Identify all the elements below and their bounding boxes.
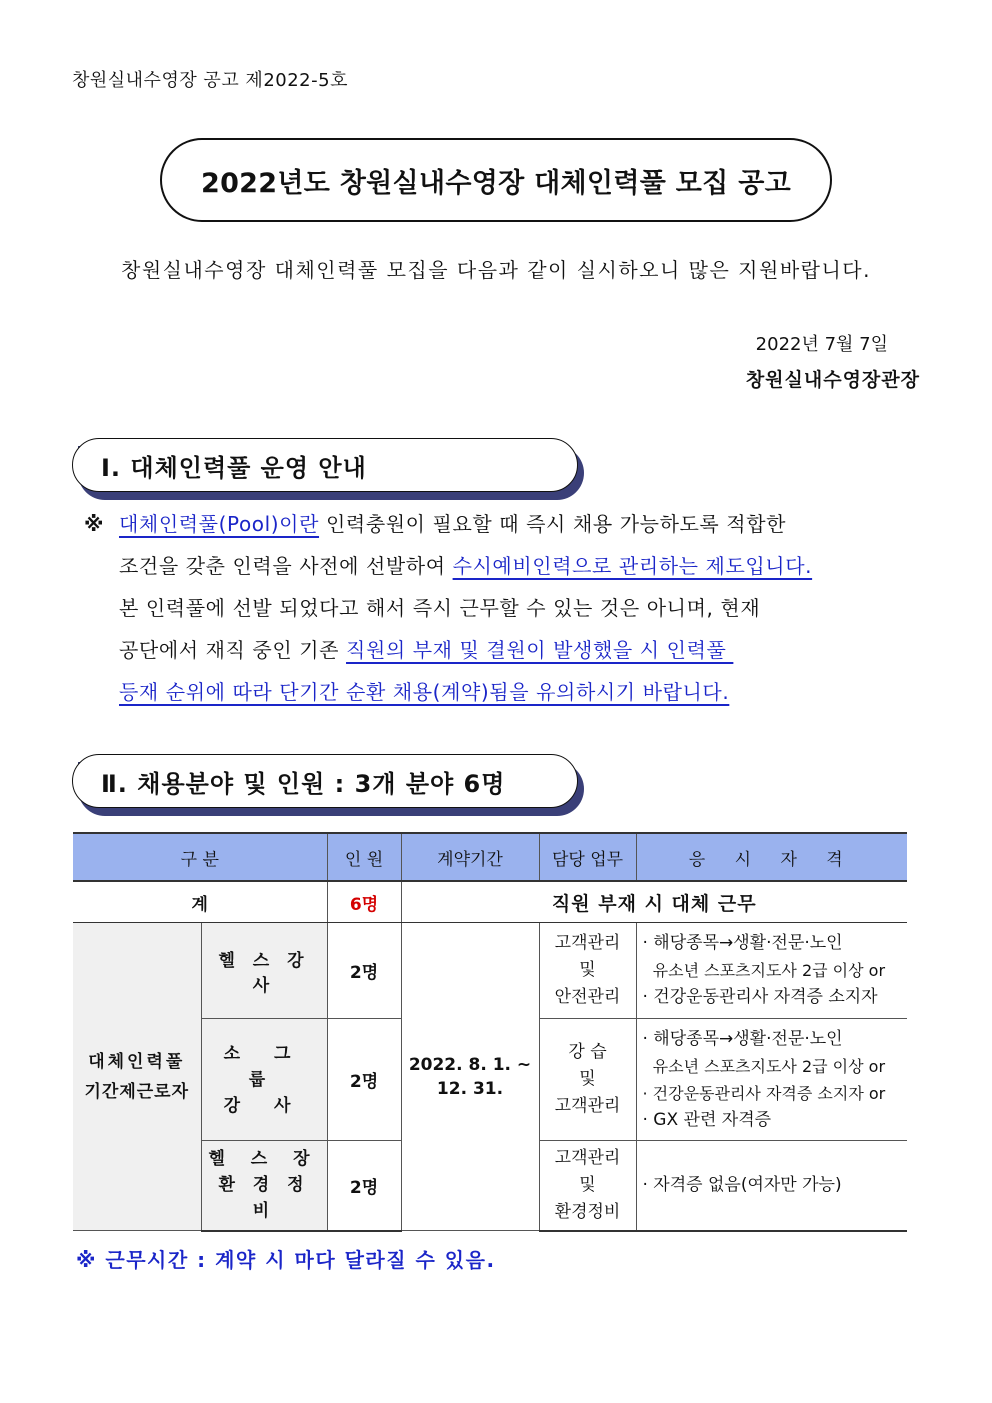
- qualification-cell: [636, 923, 907, 1019]
- position-line: 헬 스 장: [208, 1149, 320, 1170]
- qualification-line: 유소년 스포츠지도사 2급 이상 or: [642, 1056, 886, 1076]
- header-duty: 담당 업무: [539, 833, 636, 881]
- recruitment-table: [73, 832, 907, 1232]
- qualification-line: · GX 관련 자격증: [642, 1109, 772, 1130]
- pool-line-5-emphasis: 등재 순위에 따라 단기간 순환 채용(계약)됨을 유의하시기 바랍니다.: [119, 680, 730, 704]
- position-line: 소 그 룹: [223, 1043, 305, 1090]
- pool-line-1-text: 인력충원이 필요할 때 즉시 채용 가능하도록 적합한: [319, 512, 787, 536]
- work-hours-note: ※ 근무시간 : 계약 시 마다 달라질 수 있음.: [76, 1248, 496, 1272]
- title-box: [160, 138, 832, 222]
- section1-heading: Ⅰ. 대체인력풀 운영 안내: [101, 453, 367, 482]
- qualification-line: 유소년 스포츠지도사 2급 이상 or: [642, 961, 886, 980]
- header-period: 계약기간: [401, 833, 539, 881]
- header-count: 인 원: [327, 833, 401, 881]
- total-label: 계: [73, 881, 327, 923]
- count-cell: 2명: [327, 1141, 401, 1231]
- group-label: [73, 923, 201, 1231]
- duty-line: 및: [579, 1069, 596, 1089]
- reference-mark: ※: [84, 512, 104, 536]
- qualification-line: · 건강운동관리사 자격증 소지자 or: [642, 1083, 886, 1103]
- qualification-cell: [636, 1019, 907, 1141]
- period-line-1: 2022. 8. 1. ~: [408, 1054, 532, 1075]
- notice-date: 2022년 7월 7일: [755, 334, 888, 355]
- section2-heading-box: [72, 754, 578, 808]
- section1-heading-frame: [72, 438, 578, 492]
- header-qualification: 응 시 자 격: [636, 833, 907, 881]
- duty-line: 안전관리: [554, 987, 621, 1007]
- duty-line: 강 습: [568, 1042, 607, 1062]
- section1-heading-box: [72, 438, 578, 492]
- count-cell: 2명: [327, 1019, 401, 1141]
- duty-cell: [539, 923, 636, 1019]
- pool-line-4-text: 공단에서 재직 중인 기존: [119, 638, 347, 662]
- qualification-cell: [636, 1141, 907, 1231]
- duty-line: 환경정비: [554, 1201, 621, 1222]
- duty-line: 고객관리: [554, 1096, 621, 1116]
- position-line: 강 사: [223, 1095, 305, 1116]
- pool-line-5: [119, 671, 729, 713]
- position-cell: 헬 스 강 사: [201, 923, 327, 1019]
- count-cell: 2명: [327, 923, 401, 1019]
- page-title: 2022년도 창원실내수영장 대체인력풀 모집 공고: [200, 167, 792, 199]
- section2-heading-frame: [72, 754, 578, 808]
- position-cell: [201, 1141, 327, 1231]
- table-header-row: [73, 833, 907, 881]
- pool-line-3: 본 인력풀에 선발 되었다고 해서 즉시 근무할 수 있는 것은 아니며, 현재: [119, 596, 761, 620]
- duty-cell: [539, 1019, 636, 1141]
- pool-line-2-emphasis: 수시예비인력으로 관리하는 제도입니다.: [452, 554, 813, 578]
- group-label-line-2: 기간제근로자: [84, 1081, 190, 1102]
- total-description: 직원 부재 시 대체 근무: [401, 881, 907, 923]
- issuer: 창원실내수영장관장: [745, 369, 920, 391]
- pool-line-2: [119, 545, 812, 587]
- position-cell: [201, 1019, 327, 1141]
- pool-line-1: [119, 503, 786, 545]
- total-row: [73, 881, 907, 923]
- duty-line: 고객관리: [554, 933, 621, 953]
- duty-cell: [539, 1141, 636, 1231]
- qualification-line: · 해당종목→생활·전문·노인: [642, 1028, 843, 1049]
- pool-line-2-text: 조건을 갖춘 인력을 사전에 선발하여: [119, 554, 453, 578]
- pool-line-4-emphasis: 직원의 부재 및 결원이 발생했을 시 인력풀: [346, 638, 734, 662]
- qualification-line: · 자격증 없음(여자만 가능): [642, 1174, 842, 1195]
- group-label-line-1: 대체인력풀: [88, 1051, 186, 1072]
- duty-line: 및: [579, 960, 596, 980]
- total-count: 6명: [327, 881, 401, 923]
- duty-line: 및: [579, 1174, 596, 1195]
- qualification-line: · 해당종목→생활·전문·노인: [642, 933, 843, 953]
- intro-text: 창원실내수영장 대체인력풀 모집을 다음과 같이 실시하오니 많은 지원바랍니다.: [121, 258, 871, 282]
- notice-number: 창원실내수영장 공고 제2022-5호: [72, 70, 348, 91]
- pool-definition-term: 대체인력풀(Pool)이란: [119, 512, 320, 536]
- header-category: 구 분: [73, 833, 327, 881]
- qualification-line: · 건강운동관리사 자격증 소지자: [642, 987, 878, 1007]
- duty-line: 고객관리: [554, 1147, 621, 1168]
- section2-heading: Ⅱ. 채용분야 및 인원 : 3개 분야 6명: [101, 769, 506, 798]
- position-line: 환 경 정 비: [218, 1175, 310, 1222]
- contract-period: [401, 923, 539, 1231]
- period-line-2: 12. 31.: [436, 1078, 504, 1099]
- table-row: [73, 923, 907, 1019]
- pool-line-4: [119, 629, 733, 671]
